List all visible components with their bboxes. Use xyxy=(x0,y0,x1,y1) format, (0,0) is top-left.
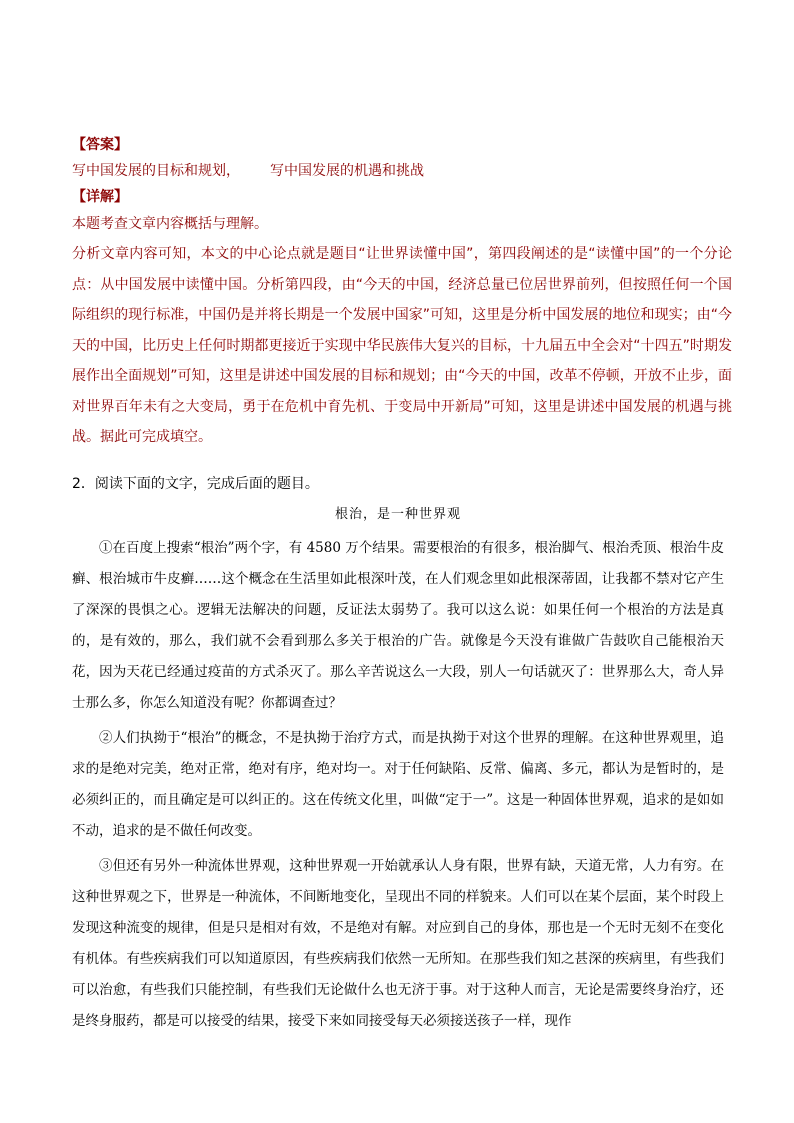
question-2-prompt: 2．阅读下面的文字，完成后面的题目。 xyxy=(72,476,319,492)
passage-title: 根治，是一种世界观 xyxy=(334,507,461,522)
answer-section xyxy=(72,132,732,453)
answer-part-2: 写中国发展的机遇和挑战 xyxy=(270,163,424,179)
passage-paragraph-2: ②人们执拗于“根治”的概念，不是执拗于治疗方式，而是执拗于对这个世界的理解。在这种世界观里，追求的是绝对完美，绝对正常，绝对有序，绝对均一。对于任何缺陷、反常、偏离、多元，都认为是暂时的，是必须纠正的，而且确定是可以纠正的。这在传统文化里，叫做“定于一”。这是一种固体世界观，追求的是如如不动，追求的是不做任何改变。 xyxy=(72,730,724,839)
answer-label: 【答案】 xyxy=(72,137,128,153)
detail-label: 【详解】 xyxy=(72,189,128,205)
passage-paragraph-3: ③但还有另外一种流体世界观，这种世界观一开始就承认人身有限，世界有缺，天道无常，人力有穷。在这种世界观之下，世界是一种流体，不间断地变化，呈现出不同的样貌来。人们可以在某个层面，某个时段上发现这种流变的规律，但是只是相对有效，不是绝对有解。对应到自己的身体，那也是一个无时无刻不在变化有机体。有些疾病我们可以知道原因，有些疾病我们依然一无所知。在那些我们知之甚深的疾病里，有些我们可以治愈，有些我们只能控制，有些我们无论做什么也无济于事。对于这种人而言，无论是需要终身治疗，还是终身服药，都是可以接受的结果，接受下来如同接受每天必须接送孩子一样，现作 xyxy=(72,858,724,1029)
passage-paragraph-1: ①在百度上搜索“根治”两个字，有 4580 万个结果。需要根治的有很多，根治脚气、根治秃顶、根治牛皮癣、根治城市牛皮癣……这个概念在生活里如此根深叶茂，在人们观念里如此根深蒂固，让我都不禁对它产生了深深的畏惧之心。逻辑无法解决的问题，反证法太弱势了。我可以这么说：如果任何一个根治的方法是真的，是有效的，那么，我们就不会看到那么多关于根治的广告。就像是今天没有谁做广告鼓吹自己能根治天花，因为天花已经通过疫苗的方式杀灭了。那么辛苦说这么一大段，别人一句话就灭了：世界那么大，奇人异士那么多，你怎么知道没有呢？你都调查过？ xyxy=(72,540,724,711)
reading-passage xyxy=(72,505,724,1041)
answer-part-1: 写中国发展的目标和规划， xyxy=(72,163,240,179)
answer-text xyxy=(72,158,732,184)
detail-intro: 本题考查文章内容概括与理解。 xyxy=(72,216,268,232)
detail-analysis: 分析文章内容可知，本文的中心论点就是题目“让世界读懂中国”，第四段阐述的是“读懂中国”的一个分论点：从中国发展中读懂中国。分析第四段，由“今天的中国，经济总量已位居世界前列，但按照任何一个国际组织的现行标准，中国仍是并将长期是一个发展中国家”可知，这里是分析中国发展的地位和现实；由“今天的中国，比历史上任何时期都更接近于实现中华民族伟大复兴的目标，十九届五中全会对“十四五”时期发展作出全面规划”可知，这里是讲述中国发展的目标和规划；由“今天的中国，改革不停顿，开放不止步，面对世界百年未有之大变局，勇于在危机中育先机、于变局中开新局”可知，这里是讲述中国发展的机遇与挑战。据此可完成填空。 xyxy=(72,246,732,445)
